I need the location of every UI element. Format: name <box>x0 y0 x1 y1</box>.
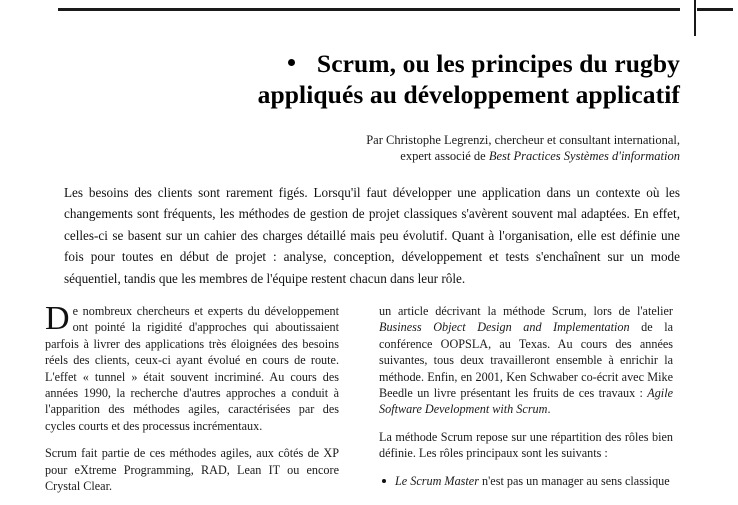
byline-line-2 <box>58 148 680 164</box>
right-paragraph-1-part1: un article décrivant la méthode Scrum, lors de l'atelier <box>379 304 673 318</box>
title-bullet-icon <box>288 59 295 66</box>
list-item-text: n'est pas un manager au sens classique <box>478 473 670 488</box>
right-paragraph-1-part2: de la conférence OOPSLA, au Texas. Au cours des années suivantes, tous deux travailleront ensemble à enrichir la méthode. Enfin, en 2001, Ken Schwaber co-écrit avec Mike Beedle un livre présentant les fruits de ces travaux : <box>379 320 673 401</box>
byline-line-1: Par Christophe Legrenzi, chercheur et consultant international, <box>366 133 680 147</box>
lead-paragraph: Les besoins des clients sont rarement figés. Lorsqu'il faut développer une application dans un contexte où les changements sont fréquents, les méthodes de gestion de projet classiques s'avèrent souvent mal adaptées. En effet, celles-ci se basent sur un cahier des charges détaillé mais peu évolutif. Quant à l'organisation, elle est définie une fois pour toutes en début de projet : analyse, conception, développement et tests s'enchaînent sur un mode séquentiel, tandis que les membres de l'équipe restent chacun dans leur rôle. <box>64 185 680 286</box>
header-rule <box>58 8 680 11</box>
title-line-2: appliqués au développement applicatif <box>257 80 680 109</box>
right-paragraph-1 <box>379 303 673 418</box>
byline-publication: Best Practices Systèmes d'information <box>488 149 680 163</box>
header-rule-right <box>697 8 733 11</box>
left-paragraph-1-text: e nombreux chercheurs et experts du développement ont pointé la rigidité d'approches qui aboutissaient parfois à livrer des applications très éloignées des besoins réels des clients, ceux-ci ayant évolué en cours de route. L'effet « tunnel » était souvent incriminé. Au cours des années 1990, la recherche d'autres approches a conduit à l'apparition des méthodes agiles, caractérisées par des cycles courts et des processus incrémentaux. <box>45 304 339 433</box>
bullet-icon <box>382 479 386 483</box>
column-right <box>379 303 673 494</box>
title-text-1: Scrum, ou les principes du rugby <box>316 49 680 78</box>
header-vertical-rule <box>694 0 696 36</box>
left-paragraph-2: Scrum fait partie de ces méthodes agiles, aux côtés de XP pour eXtreme Programming, RAD, Lean IT ou encore Crystal Clear. <box>45 446 339 494</box>
right-paragraph-2: La méthode Scrum repose sur une répartition des rôles bien définie. Les rôles principaux sont les suivants : <box>379 429 673 461</box>
right-paragraph-1-italic2: Agile Software Development with Scrum <box>379 386 673 417</box>
drop-cap: D <box>45 300 70 337</box>
list-item-role: Le Scrum Master <box>395 473 479 488</box>
roles-list <box>379 473 673 489</box>
page-title <box>58 48 680 110</box>
right-paragraph-1-italic: Business Object Design and Implementation <box>379 320 630 335</box>
right-paragraph-1-part3: . <box>547 402 551 417</box>
byline-prefix: expert associé de <box>400 149 489 163</box>
title-line-1 <box>58 48 680 79</box>
byline <box>58 132 680 164</box>
list-item <box>379 473 673 489</box>
left-paragraph-1 <box>45 300 339 434</box>
column-left <box>45 300 339 505</box>
